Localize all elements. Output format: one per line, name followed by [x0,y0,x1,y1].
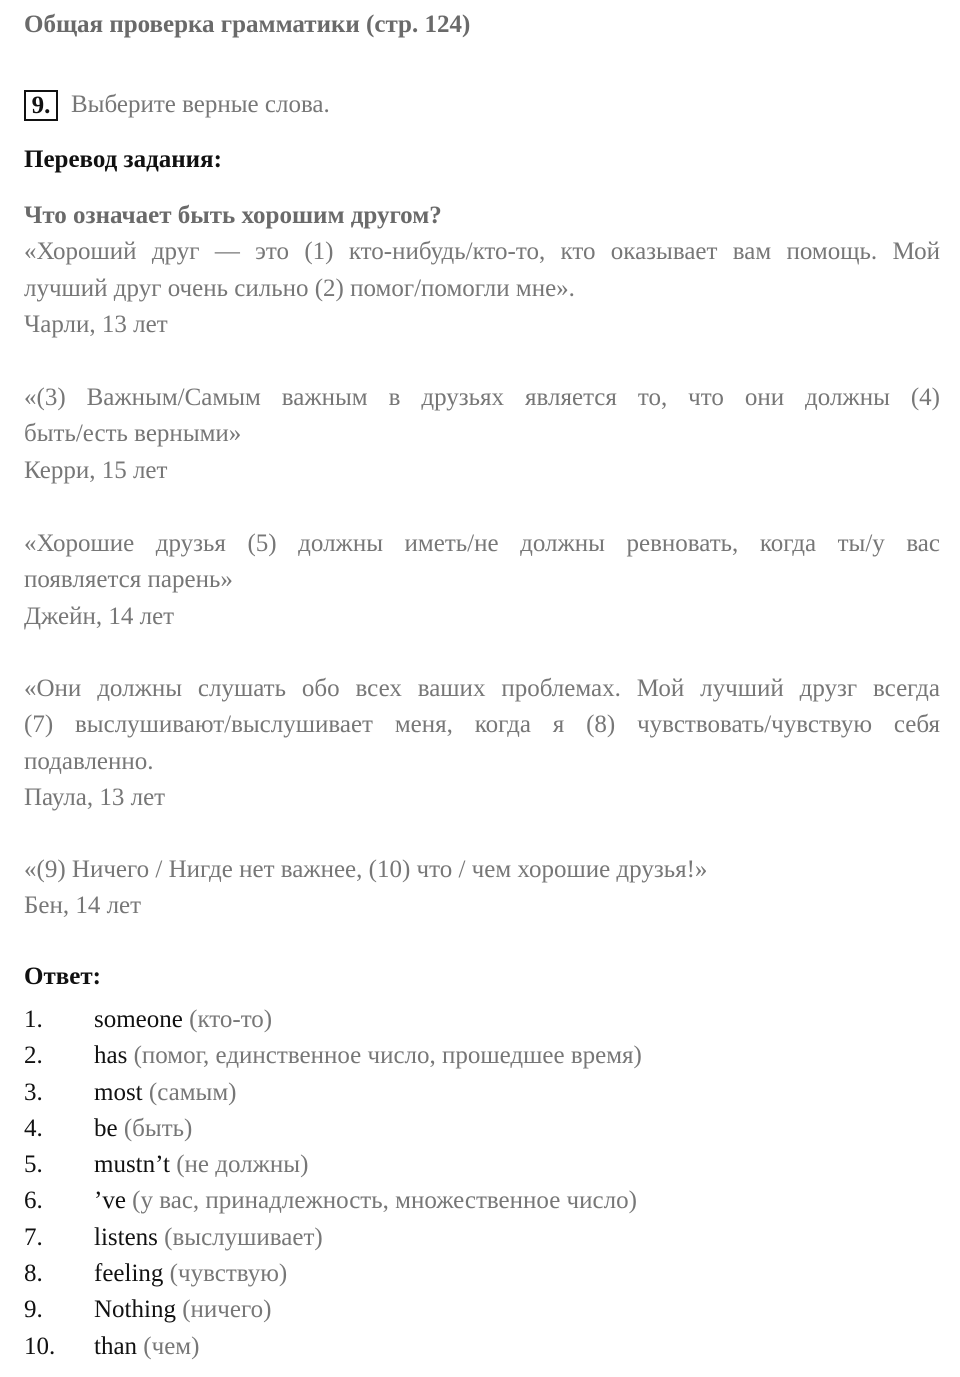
answer-item [24,1038,940,1074]
answer-item [24,1292,940,1328]
quote-line: лучший друг очень сильно (2) помог/помогли мне». [24,274,575,302]
answer-word: than [94,1332,138,1360]
quote-author: Керри, 15 лет [24,456,168,484]
answer-number: 3. [24,1078,43,1106]
quote-line: «Они должны слушать обо всех ваших проблемах. Мой лучший друзг всегда [24,675,940,702]
answer-number: 8. [24,1260,43,1288]
answer-word: listens [94,1223,158,1251]
answer-gloss: (быть) [117,1114,193,1142]
answer-word: has [94,1042,128,1070]
answer-number: 7. [24,1223,43,1251]
answer-number: 2. [24,1042,43,1070]
answer-word: ’ve [94,1187,126,1215]
answer-gloss: (чем) [137,1332,200,1360]
quote-author: Паула, 13 лет [24,783,166,811]
quote-line: появляется парень» [24,566,233,594]
quote-block-1 [24,198,940,343]
answer-number: 1. [24,1006,43,1033]
quote-line: «Хорошие друзья (5) должны иметь/не должны ревновать, когда ты/у вас [24,530,940,557]
answer-number: 6. [24,1187,43,1215]
answer-number: 9. [24,1296,43,1324]
answer-list [24,1002,940,1365]
quote-block-2 [24,380,940,489]
quote-author: Чарли, 13 лет [24,310,168,338]
answer-word: feeling [94,1260,164,1288]
answer-number: 4. [24,1114,43,1142]
answer-item [24,1183,940,1219]
quote-line: «(9) Ничего / Нигде нет важнее, (10) что / чем хорошие друзья!» [24,856,708,883]
quote-author: Бен, 14 лет [24,892,142,920]
answer-word: be [94,1114,118,1142]
quote-line: (7) выслушивают/выслушивает меня, когда я (8) чувствовать/чувствую себя [24,711,940,739]
answer-number: 10. [24,1332,56,1360]
answer-number: 5. [24,1151,43,1179]
answer-gloss: (чувствую) [163,1260,288,1288]
question-heading: Что означает быть хорошим другом? [24,202,442,229]
answer-heading: Ответ: [24,963,101,990]
answer-gloss: (ничего) [175,1296,272,1324]
page-title: Общая проверка грамматики (стр. 124) [24,11,471,38]
quote-author: Джейн, 14 лет [24,602,175,630]
answer-gloss: (помог, единственное число, прошедшее время) [127,1042,642,1070]
answer-item [24,1002,940,1038]
answer-item [24,1329,940,1365]
answer-word: Nothing [94,1296,176,1324]
task-header [24,88,330,122]
answer-gloss: (кто-то) [182,1006,273,1033]
answer-word: someone [94,1006,183,1033]
answer-gloss: (не должны) [169,1151,309,1179]
answer-item [24,1256,940,1292]
answer-item [24,1147,940,1183]
answer-gloss: (самым) [142,1078,237,1106]
quote-block-4 [24,671,940,816]
quote-block-5 [24,852,940,925]
task-instruction: Выберите верные слова. [71,91,330,118]
answer-gloss: (выслушивает) [157,1223,323,1251]
quote-line: «(3) Важным/Самым важным в друзьях является то, что они должны (4) [24,384,940,411]
answer-word: most [94,1078,143,1106]
answer-word: mustn’t [94,1151,170,1179]
task-number-box: 9. [24,90,58,121]
answer-gloss: (у вас, принадлежность, множественное число) [125,1187,637,1215]
answer-item [24,1075,940,1111]
translation-heading: Перевод задания: [24,146,222,173]
quote-line: «Хороший друг — это (1) кто-нибудь/кто-то, кто оказывает вам помощь. Мой [24,238,940,266]
answer-item [24,1111,940,1147]
quote-block-3 [24,526,940,635]
quote-line: подавленно. [24,747,154,775]
answer-item [24,1220,940,1256]
quote-line: быть/есть верными» [24,420,242,448]
